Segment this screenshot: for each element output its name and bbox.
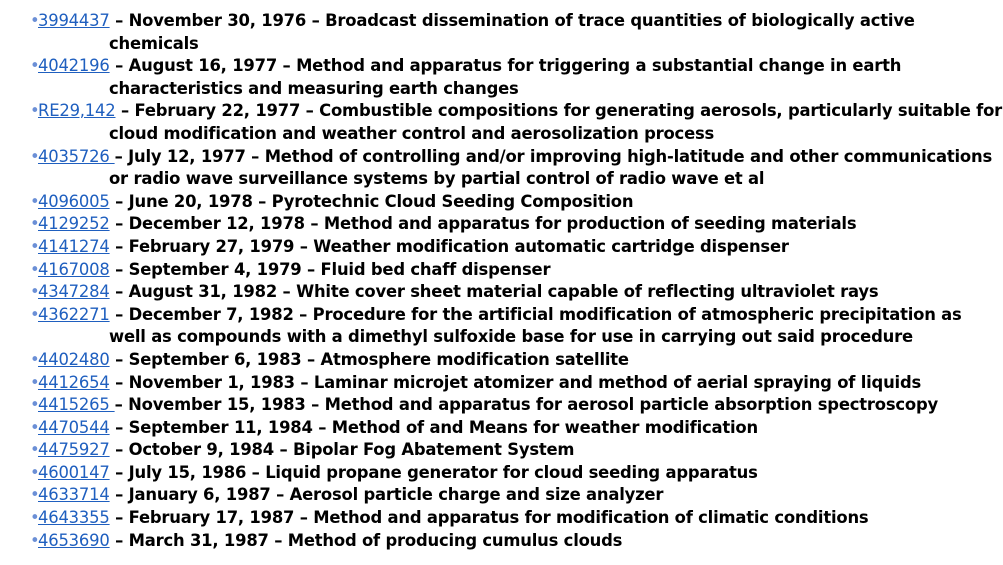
patent-title: Pyrotechnic Cloud Seeding Composition bbox=[271, 191, 634, 211]
patent-title: Method and apparatus for triggering a substantial change in earth characteristics and measuring earth changes bbox=[109, 56, 902, 98]
patent-date: September 4, 1979 bbox=[128, 259, 302, 279]
list-item: •4412654 – November 1, 1983 – Laminar microjet atomizer and method of aerial spraying of liquids bbox=[30, 372, 1003, 395]
patent-title: Method of and Means for weather modification bbox=[331, 417, 758, 437]
patent-title: Bipolar Fog Abatement System bbox=[292, 440, 575, 460]
patent-title: Laminar microjet atomizer and method of aerial spraying of liquids bbox=[313, 372, 922, 392]
bullet-icon: • bbox=[30, 101, 40, 121]
list-item: •3994437 – November 30, 1976 – Broadcast dissemination of trace quantities of biologically active chemicals bbox=[30, 11, 915, 53]
patent-title: Method of controlling and/or improving high-latitude and other communications or radio wave surveillance systems by partial control of radio wave et al bbox=[109, 146, 993, 189]
patent-number-link[interactable]: 4347284 bbox=[38, 282, 110, 302]
patent-number-link[interactable]: 4475927 bbox=[38, 440, 110, 460]
patent-date: June 20, 1978 bbox=[128, 191, 253, 211]
patent-title: Method of producing cumulus clouds bbox=[287, 530, 623, 550]
patent-title: White cover sheet material capable of reflecting ultraviolet rays bbox=[296, 282, 879, 302]
bullet-icon: • bbox=[30, 395, 40, 415]
patent-number-link[interactable]: 4035726 bbox=[38, 146, 115, 166]
bullet-icon: • bbox=[30, 462, 40, 482]
patent-title: Fluid bed chaff dispenser bbox=[320, 259, 551, 279]
list-item: •4347284 – August 31, 1982 – White cover sheet material capable of reflecting ultraviolet rays bbox=[30, 281, 1003, 304]
list-item: •4129252 – December 12, 1978 – Method and apparatus for production of seeding materials bbox=[30, 213, 1003, 236]
patent-number-link[interactable]: 4633714 bbox=[38, 485, 110, 505]
patent-number-link[interactable]: 4129252 bbox=[38, 214, 110, 234]
list-item: •RE29,142 – February 22, 1977 – Combustible compositions for generating aerosols, particularly suitable for cloud modification and weather control and aerosolization process bbox=[30, 101, 1003, 143]
patent-date: January 6, 1987 bbox=[128, 485, 271, 505]
patent-title: Atmosphere modification satellite bbox=[320, 349, 629, 369]
list-item: •4415265 – November 15, 1983 – Method and apparatus for aerosol particle absorption spectroscopy bbox=[30, 394, 1003, 417]
patent-number-link[interactable]: 4096005 bbox=[38, 191, 110, 211]
bullet-icon: • bbox=[30, 11, 40, 30]
patent-number-link[interactable]: 4167008 bbox=[38, 259, 110, 279]
patent-title: Method and apparatus for production of seeding materials bbox=[323, 214, 857, 234]
patent-date: September 6, 1983 bbox=[128, 349, 302, 369]
patent-number-link[interactable]: 3994437 bbox=[38, 11, 110, 30]
patent-date: December 12, 1978 bbox=[128, 214, 305, 234]
patent-date: November 15, 1983 bbox=[128, 395, 306, 415]
patent-date: July 12, 1977 bbox=[128, 146, 246, 166]
patent-number-link[interactable]: 4470544 bbox=[38, 417, 110, 437]
list-item: •4470544 – September 11, 1984 – Method of and Means for weather modification bbox=[30, 417, 1003, 440]
bullet-icon: • bbox=[30, 214, 40, 234]
bullet-icon: • bbox=[30, 282, 40, 302]
patent-number-link[interactable]: 4362271 bbox=[38, 304, 110, 324]
patent-number-link[interactable]: 4600147 bbox=[38, 462, 110, 482]
patent-title: Method and apparatus for aerosol particle absorption spectroscopy bbox=[324, 395, 938, 415]
list-item: •4042196 – August 16, 1977 – Method and apparatus for triggering a substantial change in earth characteristics and measuring earth changes bbox=[30, 56, 902, 98]
list-item: •4633714 – January 6, 1987 – Aerosol particle charge and size analyzer bbox=[30, 484, 1003, 507]
patent-number-link[interactable]: 4402480 bbox=[38, 349, 110, 369]
list-item: •4035726 – July 12, 1977 – Method of controlling and/or improving high-latitude and other communications or radio wave surveillance systems by partial control of radio wave et al bbox=[30, 146, 993, 189]
bullet-icon: • bbox=[30, 440, 40, 460]
bullet-icon: • bbox=[30, 372, 40, 392]
patent-date: November 30, 1976 bbox=[128, 11, 307, 30]
bullet-icon: • bbox=[30, 191, 40, 211]
patent-title: Liquid propane generator for cloud seeding apparatus bbox=[265, 462, 758, 482]
list-item: •4362271 – December 7, 1982 – Procedure for the artificial modification of atmospheric precipitation as well as compounds with a dimethyl sulfoxide base for use in carrying out said procedure bbox=[30, 304, 962, 347]
bullet-icon: • bbox=[30, 417, 40, 437]
patent-number-link[interactable]: 4141274 bbox=[38, 236, 110, 256]
patent-title: Weather modification automatic cartridge dispenser bbox=[313, 236, 789, 256]
patent-title: Procedure for the artificial modification of atmospheric precipitation as well as compounds with a dimethyl sulfoxide base for use in carrying out said procedure bbox=[109, 304, 962, 347]
patent-date: August 31, 1982 bbox=[128, 282, 278, 302]
bullet-icon: • bbox=[30, 508, 40, 528]
patent-date: February 22, 1977 bbox=[134, 101, 301, 121]
bullet-icon: • bbox=[30, 146, 40, 166]
patent-title: Aerosol particle charge and size analyzer bbox=[289, 485, 664, 505]
bullet-icon: • bbox=[30, 236, 40, 256]
patent-number-link[interactable]: 4653690 bbox=[38, 530, 110, 550]
bullet-icon: • bbox=[30, 304, 40, 324]
list-item: •4475927 – October 9, 1984 – Bipolar Fog Abatement System bbox=[30, 439, 1003, 462]
patent-number-link[interactable]: 4643355 bbox=[38, 508, 110, 528]
bullet-icon: • bbox=[30, 349, 40, 369]
patent-date: July 15, 1986 bbox=[128, 462, 247, 482]
list-item: •4653690 – March 31, 1987 – Method of producing cumulus clouds bbox=[30, 530, 1003, 553]
list-item: •4096005 – June 20, 1978 – Pyrotechnic Cloud Seeding Composition bbox=[30, 191, 1003, 214]
patent-title: Combustible compositions for generating aerosols, particularly suitable for cloud modification and weather control and aerosolization process bbox=[109, 101, 1003, 143]
patent-number-link[interactable]: 4415265 bbox=[38, 395, 115, 415]
bullet-icon: • bbox=[30, 530, 40, 550]
patent-title: Method and apparatus for modification of climatic conditions bbox=[313, 508, 869, 528]
patent-number-link[interactable]: 4042196 bbox=[38, 56, 110, 76]
patent-date: February 17, 1987 bbox=[128, 508, 295, 528]
patent-date: August 16, 1977 bbox=[128, 56, 278, 76]
patent-number-link[interactable]: 4412654 bbox=[38, 372, 110, 392]
patent-date: October 9, 1984 bbox=[128, 440, 274, 460]
list-item: •4600147 – July 15, 1986 – Liquid propane generator for cloud seeding apparatus bbox=[30, 462, 1003, 485]
bullet-icon: • bbox=[30, 259, 40, 279]
patent-date: February 27, 1979 bbox=[128, 236, 295, 256]
list-item: •4643355 – February 17, 1987 – Method and apparatus for modification of climatic conditions bbox=[30, 507, 1003, 530]
patent-number-link[interactable]: RE29,142 bbox=[38, 101, 116, 121]
patent-date: September 11, 1984 bbox=[128, 417, 313, 437]
list-item: •4402480 – September 6, 1983 – Atmosphere modification satellite bbox=[30, 349, 1003, 372]
list-item: •4141274 – February 27, 1979 – Weather modification automatic cartridge dispenser bbox=[30, 236, 1003, 259]
bullet-icon: • bbox=[30, 56, 40, 76]
list-item: •4167008 – September 4, 1979 – Fluid bed chaff dispenser bbox=[30, 259, 1003, 282]
patent-date: November 1, 1983 bbox=[128, 372, 295, 392]
patent-title: Broadcast dissemination of trace quantities of biologically active chemicals bbox=[109, 11, 915, 53]
patent-date: March 31, 1987 bbox=[128, 530, 269, 550]
bullet-icon: • bbox=[30, 485, 40, 505]
patent-date: December 7, 1982 bbox=[128, 304, 294, 324]
